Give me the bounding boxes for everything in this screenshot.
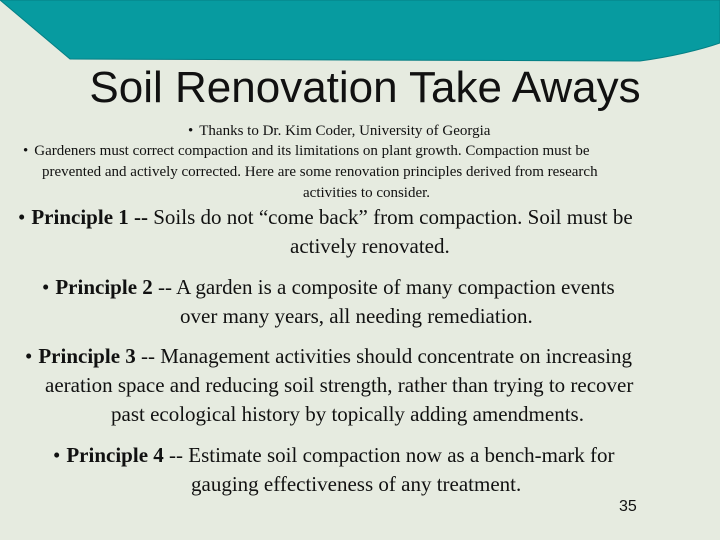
principle-3-line-1 bbox=[25, 342, 632, 371]
principle-2-label: Principle 2 bbox=[55, 275, 153, 299]
bullet-dot-icon: • bbox=[23, 143, 29, 159]
intro-line-3: activities to consider. bbox=[303, 185, 431, 201]
bullet-dot-icon: • bbox=[18, 205, 26, 229]
principle-3-line-2: aeration space and reducing soil strength, rather than trying to recover bbox=[45, 373, 634, 397]
principle-4-line-2: gauging effectiveness of any treatment. bbox=[191, 472, 522, 496]
bullet-dot-icon: • bbox=[25, 344, 33, 368]
principle-1-label: Principle 1 -- bbox=[31, 205, 148, 229]
bullet-dot-icon: • bbox=[53, 443, 61, 467]
principle-1-text-line-1: Soils do not “come back” from compaction. Soil must be bbox=[148, 205, 633, 229]
intro-text-line-1: Gardeners must correct compaction and its limitations on plant growth. Compaction must be bbox=[34, 143, 590, 159]
principle-3-label: Principle 3 bbox=[38, 344, 136, 368]
principle-2-text-line-1: -- A garden is a composite of many compaction events bbox=[152, 275, 615, 299]
principle-2-line-1 bbox=[42, 273, 615, 302]
principle-1-line-1 bbox=[18, 203, 633, 232]
intro-line-2: prevented and actively corrected. Here are some renovation principles derived from research bbox=[42, 164, 598, 180]
principle-4-label: Principle 4 bbox=[66, 443, 164, 467]
credit-text: Thanks to Dr. Kim Coder, University of Georgia bbox=[199, 123, 491, 139]
principle-2-line-2: over many years, all needing remediation. bbox=[180, 304, 533, 328]
principle-4-line-1 bbox=[53, 441, 615, 470]
principle-3-line-3: past ecological history by topically adding amendments. bbox=[111, 402, 584, 426]
slide-title: Soil Renovation Take Aways bbox=[89, 63, 641, 112]
page-number: 35 bbox=[619, 498, 637, 515]
bullet-dot-icon: • bbox=[42, 275, 50, 299]
principle-3-text-line-1: -- Management activities should concentrate on increasing bbox=[135, 344, 633, 368]
bullet-dot-icon: • bbox=[188, 123, 194, 139]
principle-4-text-line-1: -- Estimate soil compaction now as a bench-mark for bbox=[163, 443, 615, 467]
principle-1-line-2: actively renovated. bbox=[290, 234, 450, 258]
intro-line-1 bbox=[23, 141, 590, 161]
credit-line bbox=[188, 121, 490, 141]
